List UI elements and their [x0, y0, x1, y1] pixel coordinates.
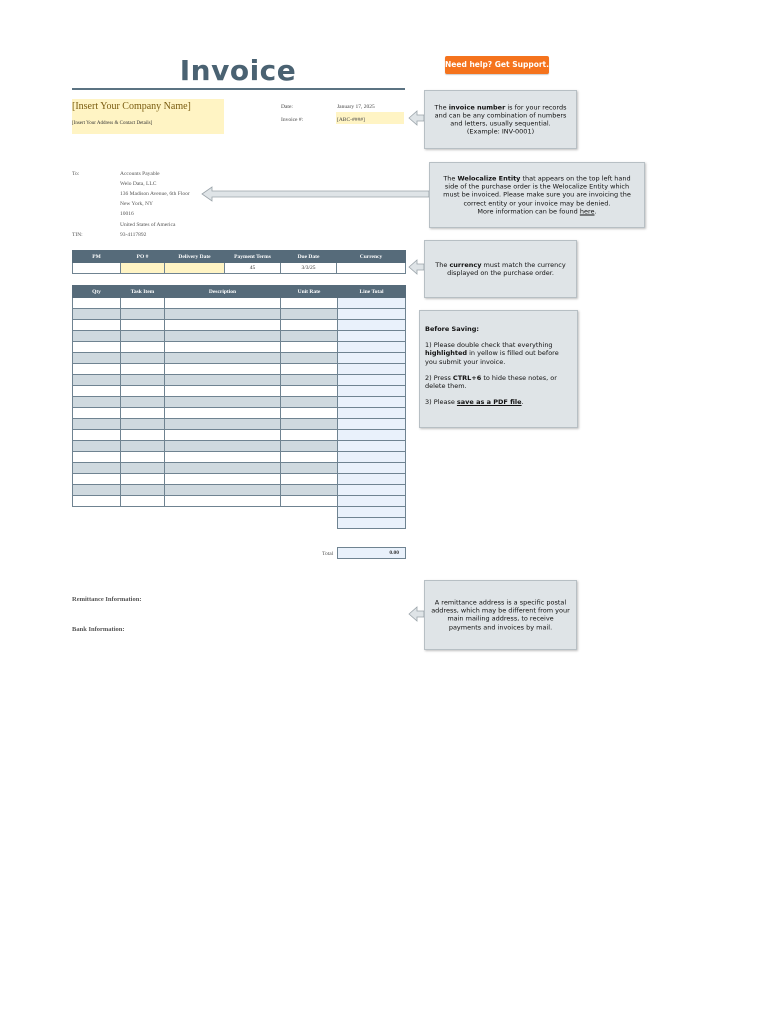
get-support-button[interactable]: Need help? Get Support. [445, 56, 549, 74]
note-text: . [521, 398, 524, 407]
note-text: is for your records and can be any combination of numbers and letters, usually sequential. [434, 103, 567, 128]
note-example: (Example: INV-0001) [466, 127, 535, 136]
total-label: Total [322, 551, 334, 557]
note-text: A remittance address is a specific postal address, which may be different from your main mailing address, to receive payments and invoices by mail. [431, 598, 570, 632]
bill-to-line: Accounts Payable [120, 171, 160, 177]
note-text: must match the currency displayed on the purchase order. [447, 260, 566, 277]
bill-to-line: New York, NY [120, 201, 154, 207]
company-address-field[interactable]: [Insert Your Address & Contact Details] [72, 121, 153, 126]
tin-label: TIN: [72, 232, 83, 238]
note-bold: Welocalize Entity [457, 174, 521, 183]
payment-terms-cell[interactable]: 45 [225, 263, 281, 274]
date-value[interactable]: January 17, 2025 [337, 104, 375, 110]
note-text: that appears on the top left hand side of the purchase order is the Welocalize Entity which must be invoiced. Please make sure you are invoicing the correct entity or your invoice may be denied. [443, 174, 631, 208]
note-bold: currency [449, 260, 482, 269]
before-saving-note [419, 310, 578, 428]
header-payment-terms: Payment Terms [225, 251, 281, 263]
note-text: The [435, 260, 450, 269]
bank-label: Bank Information: [72, 626, 125, 633]
header-unit-rate: Unit Rate [281, 286, 338, 298]
note-text: . [594, 207, 597, 216]
note-bold: invoice number [448, 103, 506, 112]
note-text: 2) Press [425, 373, 453, 382]
note-text: 1) Please double check that everything [425, 341, 553, 350]
currency-note [424, 240, 577, 298]
to-label: To: [72, 171, 80, 177]
bill-to-line: United States of America [120, 222, 176, 228]
arrow-icon [409, 111, 424, 125]
bill-to-line: Welo Data, LLC [120, 181, 157, 187]
bill-to-line: 10016 [120, 211, 134, 217]
note-heading: Before Saving: [425, 325, 479, 333]
invoice-number-note [424, 90, 577, 149]
header-task-item: Task Item [121, 286, 165, 298]
arrow-icon [202, 187, 429, 201]
save-pdf-link[interactable]: save as a PDF file [456, 398, 522, 407]
header-description: Description [165, 286, 281, 298]
header-pm: PM [73, 251, 121, 263]
header-currency: Currency [337, 251, 406, 263]
invoice-number-label: Invoice #: [281, 117, 304, 123]
note-text: 3) Please [425, 398, 457, 407]
remittance-label: Remittance Information: [72, 596, 142, 603]
remittance-note [424, 580, 577, 650]
note-text: More information can be found [477, 207, 580, 216]
total-amount: 0.00 [389, 550, 399, 556]
header-due-date: Due Date [281, 251, 337, 263]
entity-note [429, 162, 645, 228]
note-text: The [434, 103, 449, 112]
date-label: Date: [281, 104, 293, 110]
entity-info-link[interactable]: here [579, 207, 595, 216]
note-bold: highlighted [425, 349, 468, 358]
note-text: to hide these notes, or delete them. [425, 373, 557, 391]
invoice-title: Invoice [179, 54, 297, 87]
header-line-total: Line Total [338, 286, 406, 298]
company-name-field[interactable]: [Insert Your Company Name] [72, 101, 191, 112]
note-bold: CTRL+6 [452, 373, 482, 382]
note-text: in yellow is filled out before you submit your invoice. [425, 349, 559, 366]
tin-value: 93-4117892 [120, 232, 147, 238]
due-date-cell[interactable]: 3/3/25 [281, 263, 337, 274]
header-po: PO # [121, 251, 165, 263]
note-text: The [443, 174, 458, 183]
bill-to-line: 136 Madison Avenue, 6th Floor [120, 191, 190, 197]
arrow-icon [409, 607, 424, 621]
invoice-number-field[interactable]: [ABC-####] [337, 117, 365, 123]
arrow-icon [409, 260, 424, 274]
header-delivery-date: Delivery Date [165, 251, 225, 263]
header-qty: Qty [73, 286, 121, 298]
